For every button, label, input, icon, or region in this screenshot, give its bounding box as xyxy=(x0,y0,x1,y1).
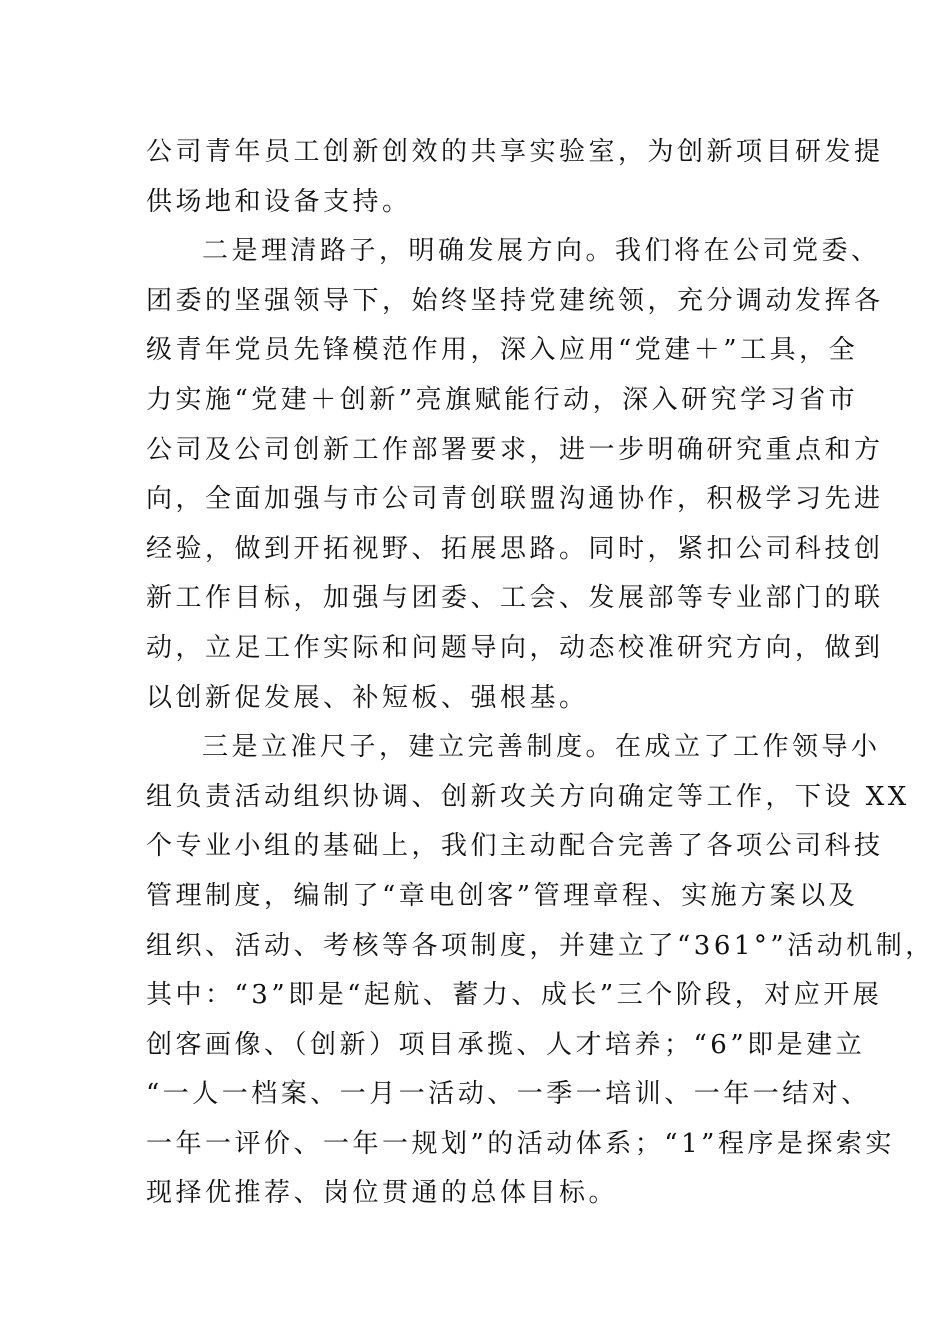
text-line: 现择优推荐、岗位贯通的总体目标。 xyxy=(146,1178,619,1209)
paragraph-start-line: 三是立准尺子，建立完善制度。在成立了工作领导小 xyxy=(202,732,881,763)
text-line: 组负责活动组织协调、创新攻关方向确定等工作，下设 XX xyxy=(146,781,910,812)
text-line: “一人一档案、一月一活动、一季一培训、一年一结对、 xyxy=(146,1079,871,1110)
text-line: 动，立足工作实际和问题导向，动态校准研究方向，做到 xyxy=(146,632,884,663)
body-text xyxy=(146,128,935,1219)
text-line: 组织、活动、考核等各项制度，并建立了“361°”活动机制， xyxy=(146,930,935,961)
paragraph-start-line: 二是理清路子，明确发展方向。我们将在公司党委、 xyxy=(202,236,881,267)
text-line: 管理制度，编制了“章电创客”管理章程、实施方案以及 xyxy=(146,880,859,911)
text-line: 创客画像、（创新）项目承揽、人才培养；“6”即是建立 xyxy=(146,1029,866,1060)
text-line: 新工作目标，加强与团委、工会、发展部等专业部门的联 xyxy=(146,583,884,614)
text-line: 公司及公司创新工作部署要求，进一步明确研究重点和方 xyxy=(146,434,884,465)
text-line: 以创新促发展、补短板、强根基。 xyxy=(146,682,589,713)
text-line: 力实施“党建＋创新”亮旗赋能行动，深入研究学习省市 xyxy=(146,384,859,415)
text-line: 供场地和设备支持。 xyxy=(146,186,412,217)
text-line: 经验，做到开拓视野、拓展思路。同时，紧扣公司科技创 xyxy=(146,533,884,564)
text-line: 团委的坚强领导下，始终坚持党建统领，充分调动发挥各 xyxy=(146,285,884,316)
text-line: 级青年党员先锋模范作用，深入应用“党建＋”工具，全 xyxy=(146,335,859,366)
text-line: 个专业小组的基础上，我们主动配合完善了各项公司科技 xyxy=(146,831,884,862)
text-line: 其中：“3”即是“起航、蓄力、成长”三个阶段，对应开展 xyxy=(146,980,883,1011)
text-line: 一年一评价、一年一规划”的活动体系；“1”程序是探索实 xyxy=(146,1128,895,1159)
text-line: 向，全面加强与市公司青创联盟沟通协作，积极学习先进 xyxy=(146,484,884,515)
text-line: 公司青年员工创新创效的共享实验室，为创新项目研发提 xyxy=(146,137,884,167)
